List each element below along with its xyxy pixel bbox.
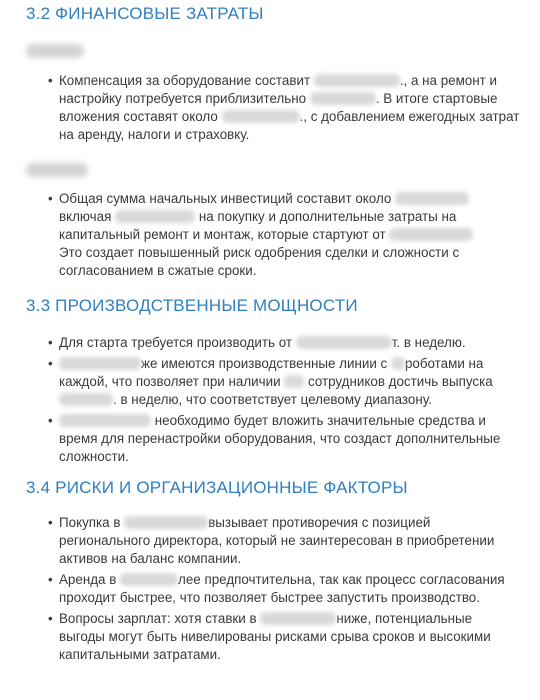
production-list — [48, 334, 520, 469]
financial-list-2 — [48, 190, 520, 283]
redacted-text — [124, 516, 208, 529]
redacted-text — [59, 357, 141, 370]
list-item: • Аренда в лее предпочтительна, так как процесс согласования проходит быстрее, что позволяет быстрее запустить производство. — [48, 571, 520, 607]
redacted-text — [59, 393, 113, 406]
list-item: • Вопросы зарплат: хотя ставки в ниже, потенциальные выгоды могут быть нивелированы рисками срыва сроков и высокими капитальными затратами. — [48, 610, 520, 664]
redacted-text — [59, 414, 151, 427]
risks-list — [48, 514, 520, 667]
list-item: • необходимо будет вложить значительные средства и время для перенастройки оборудования, что создаст дополнительные сложности. — [48, 412, 520, 466]
redacted-text — [296, 336, 392, 349]
section-title-risks-and-organizational-factors: 3.4 РИСКИ И ОРГАНИЗАЦИОННЫЕ ФАКТОРЫ — [26, 478, 408, 497]
redacted-text — [389, 228, 473, 241]
section-title-financial-costs: 3.2 ФИНАНСОВЫЕ ЗАТРАТЫ — [26, 4, 264, 23]
redacted-subheading — [26, 44, 84, 58]
section-title-production-capacity: 3.3 ПРОИЗВОДСТВЕННЫЕ МОЩНОСТИ — [26, 296, 358, 315]
redacted-subheading — [26, 163, 88, 177]
list-item: • же имеются производственные линии с роботами на каждой, что позволяет при наличии сотрудников достичь выпуска . в неделю, что соответствует целевому диапазону. — [48, 355, 520, 409]
redacted-text — [284, 375, 304, 388]
redacted-text — [115, 210, 195, 223]
redacted-text — [260, 612, 336, 625]
list-item: • Компенсация за оборудование составит ., а на ремонт и настройку потребуется приблизительно . В итоге стартовые вложения составят около ., с добавлением ежегодных затрат на аренду, налоги и страховку. — [48, 72, 520, 144]
list-item: • Покупка в вызывает противоречия с позицией регионального директора, который не заинтересован в приобретении активов на баланс компании. — [48, 514, 520, 568]
redacted-text — [314, 74, 400, 87]
redacted-text — [395, 192, 469, 205]
redacted-text — [391, 357, 405, 370]
financial-list-1 — [48, 72, 520, 147]
redacted-text — [222, 110, 300, 123]
redacted-text — [120, 573, 178, 586]
list-item: • Общая сумма начальных инвестиций составит около включая на покупку и дополнительные затраты на капитальный ремонт и монтаж, которые стартуют от Это создает повышенный риск одобрения сделки и сложности с согласованием в сжатые сроки. — [48, 190, 520, 280]
list-item: • Для старта требуется производить от т. в неделю. — [48, 334, 520, 352]
redacted-text — [310, 92, 376, 105]
